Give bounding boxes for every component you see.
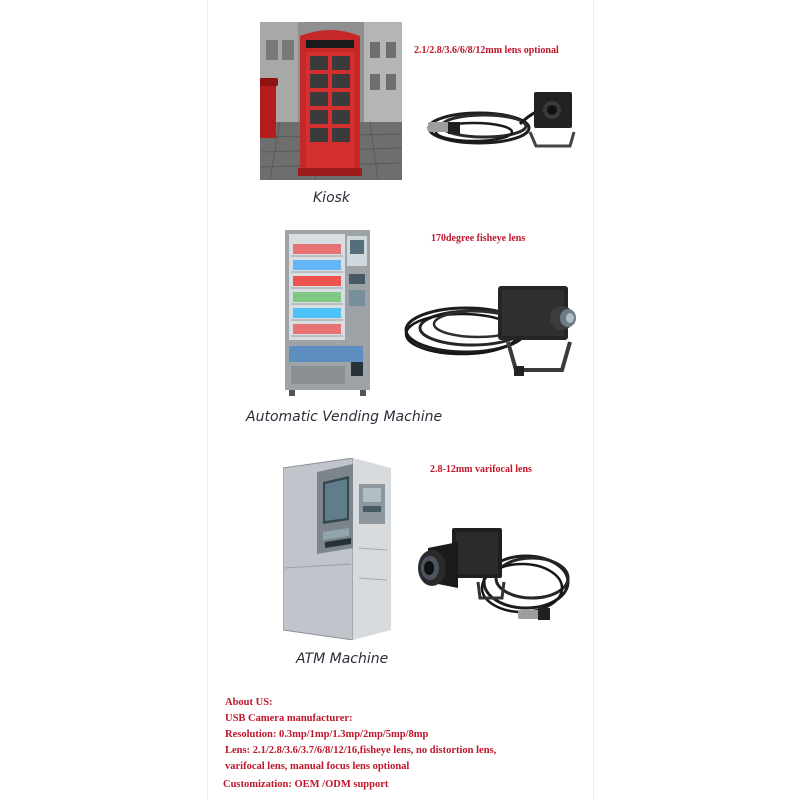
about-heading: About US: (225, 697, 273, 708)
lens-note: 2.1/2.8/3.6/6/8/12mm lens optional (414, 45, 559, 56)
varifocal-box-camera-icon (414, 522, 572, 626)
atm-image (283, 458, 391, 640)
section-caption: ATM Machine (296, 651, 389, 667)
vending-machine-image (285, 230, 370, 398)
lens-line: Lens: 2.1/2.8/3.6/3.7/6/8/12/16,fisheye lens, no distortion lens, (225, 745, 497, 756)
section-caption: Automatic Vending Machine (246, 409, 443, 425)
manufacturer-line: USB Camera manufacturer: (225, 713, 353, 724)
mini-box-camera-icon (424, 86, 576, 156)
lens-note: 2.8-12mm varifocal lens (430, 464, 532, 475)
resolution-line: Resolution: 0.3mp/1mp/1.3mp/2mp/5mp/8mp (225, 729, 429, 740)
phone-booth-image (260, 22, 402, 180)
fisheye-box-camera-icon (402, 278, 587, 384)
lens-note: 170degree fisheye lens (431, 233, 526, 244)
lens-line-continued: varifocal lens, manual focus lens optional (225, 761, 410, 772)
section-caption: Kiosk (313, 190, 351, 206)
customization-line: Customization: OEM /ODM support (223, 779, 389, 790)
